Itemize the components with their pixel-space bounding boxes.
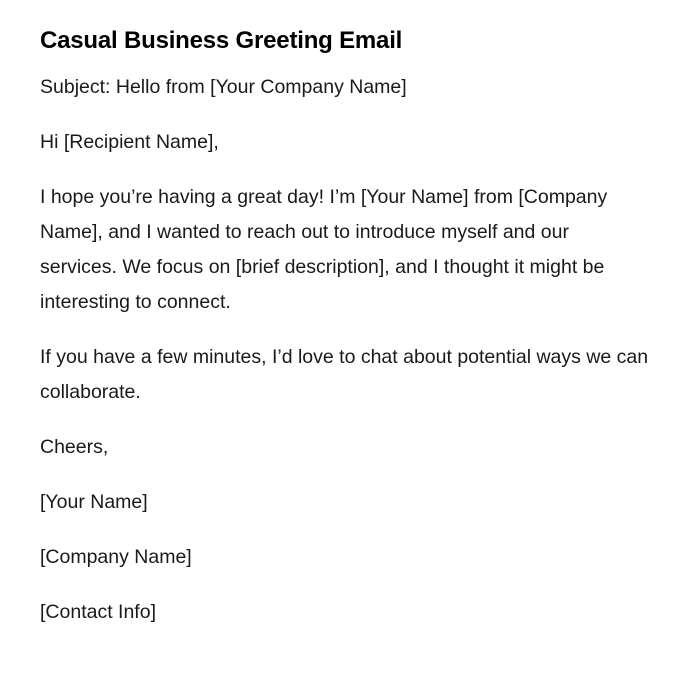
email-greeting: Hi [Recipient Name], — [40, 131, 219, 153]
email-subject-line: Subject: Hello from [Your Company Name] — [40, 76, 407, 98]
document-title: Casual Business Greeting Email — [40, 27, 403, 54]
email-closing: Cheers, — [40, 436, 109, 458]
email-body-intro-paragraph: I hope you’re having a great day! I’m [Your Name] from [Company Name], and I wanted to reach out to introduce myself and our services. We focus on [brief description], and I thought it might be interesting to connect. — [40, 186, 608, 313]
signature-company: [Company Name] — [40, 546, 192, 568]
signature-name: [Your Name] — [40, 491, 148, 513]
email-body-collaboration-paragraph: If you have a few minutes, I’d love to chat about potential ways we can collaborate. — [40, 346, 649, 403]
signature-contact-info: [Contact Info] — [40, 601, 156, 623]
